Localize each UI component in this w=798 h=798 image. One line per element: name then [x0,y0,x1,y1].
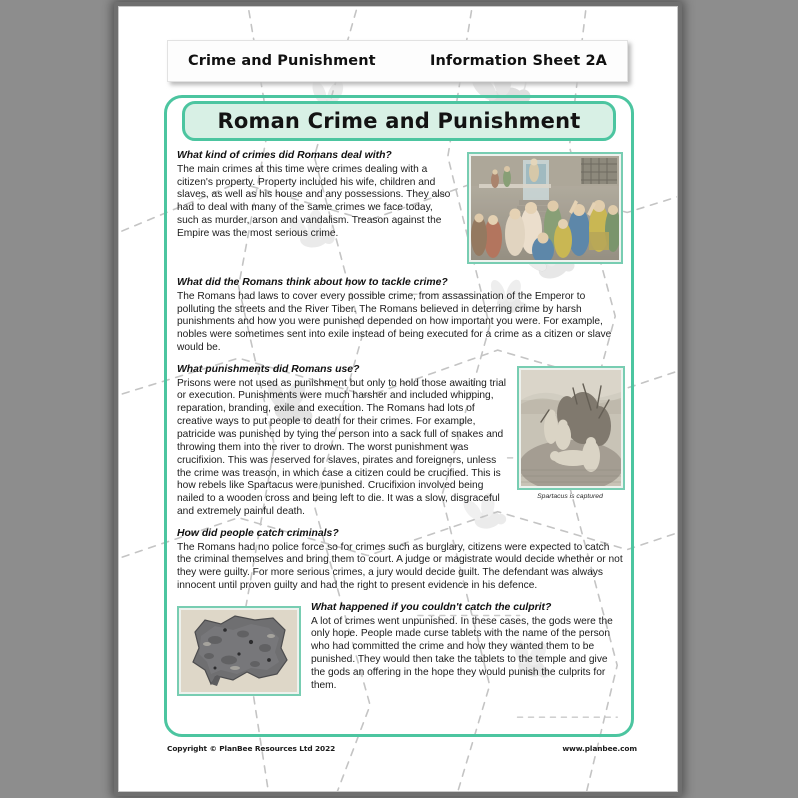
question-culprit: What happened if you couldn't catch the culprit? [311,601,552,613]
content-body [177,150,623,730]
spartacus-engraving [521,370,621,486]
curse-tablet-photo [181,610,297,692]
header-sheet-label: Information Sheet 2A [430,53,607,69]
question-punishments: What punishments did Romans use? [177,363,360,375]
image-spartacus [517,366,625,490]
answer-catch-criminals: The Romans had no police force so for crimes such as burglary, citizens were expected to catch the criminal themselves and bring them to court. A judge or magistrate would decide whether or not they were guilty. For more serious crimes, a jury would decide guilt. The defendant was always innocent until proven guilty and had the right to present evidence in his defence. [177,541,623,592]
title-banner [182,101,616,141]
footer-website[interactable]: www.planbee.com [562,744,637,753]
fresco-illustration [471,156,619,260]
figure-spartacus [517,366,623,500]
section-tackle-crime [177,277,623,355]
answer-punishments: Prisons were not used as punishment but only to hold those awaiting trial or execution. Punishments were much harsher and included whipping, reparation, branding, exile and execution. The Romans had lots of creative ways to put people to death for their crimes. For example, patricide was punished by tying the person into a sack full of snakes and throwing them into the river to drown. The worst punishment was crucifixion. This was reserved for slaves, pirates and foreigners, unless the crime was treason, in which case a citizen could be crucified. This is how rebels like Spartacus were punished. Crucifixion involved being nailed to a wooden cross and being left to die. It was a slow, disgraceful and extremely painful death. [177,377,507,518]
answer-culprit: A lot of crimes went unpunished. In these cases, the gods were the only hope. People made curse tablets with the name of the person who had committed the crime and how they wanted them to be punished. They would then take the tablets to the temple and give the gods an offering in the hope they would punish the culprits for them. [311,615,613,691]
section-culprit [177,602,623,700]
page-footer [167,744,637,753]
answer-crimes: The main crimes at this time were crimes dealing with a citizen's property. Property included his wife, children and slaves, as well as his house and any possessions. They also had to deal with many of the same crimes we face today, such as murder, arson and vandalism. Treason against the Empire was the most serious crime. [177,163,451,239]
image-roman-fresco [467,152,623,264]
section-crimes [177,150,623,268]
question-tackle-crime: What did the Romans think about how to tackle crime? [177,277,448,288]
question-crimes: What kind of crimes did Romans deal with? [177,150,392,161]
caption-spartacus: Spartacus is captured [537,492,603,500]
worksheet-page [118,6,678,792]
header-bar [167,40,628,82]
answer-tackle-crime: The Romans had laws to cover every possible crime, from assassination of the Emperor to polluting the streets and the River Tiber. The Romans believed in deterring crime by harsh punishments and how you were punished depended on how important you were. For example, nobles were sometimes sent into exile instead of being executed for a crime as a citizen or slave would be. [177,290,612,354]
section-punishments [177,364,623,519]
question-catch-criminals: How did people catch criminals? [177,527,339,539]
header-topic: Crime and Punishment [188,53,376,69]
image-curse-tablet [177,606,301,696]
section-catch-criminals [177,528,623,593]
footer-copyright: Copyright © PlanBee Resources Ltd 2022 [167,744,336,753]
page-title: Roman Crime and Punishment [217,109,581,133]
